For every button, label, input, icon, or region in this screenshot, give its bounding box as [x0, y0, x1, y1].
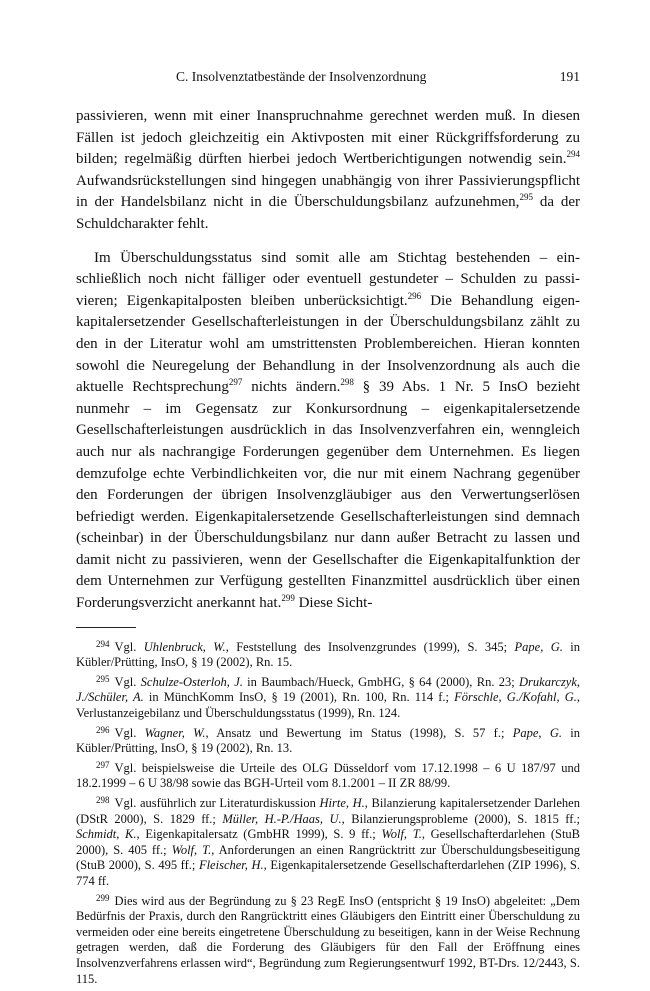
text-run: , Eigenkapitalersetzende Gesellschafterdarlehen (ZIP 1996), S. 774 ff.	[76, 858, 580, 888]
text-run: Vgl. beispielsweise die Urteile des OLG Düsseldorf vom 17.12.1998 – 6 U 187/97 und 18.2.1999 – 6 U 38/98 sowie das BGH-Urteil vom 8.1.2001 – II ZR 88/99.	[76, 760, 580, 791]
text-run: , Eigenkapitalersatz (GmbHR 1999), S. 9 ff.;	[136, 827, 382, 842]
footnote-ref: 295	[519, 192, 533, 203]
footnote-ref: 296	[407, 290, 422, 301]
footnote-number: 299	[96, 892, 110, 903]
text-run: Vgl.	[114, 674, 141, 689]
text-run: , Ansatz und Bewertung im Status (1998), S. 57 f.;	[205, 725, 513, 740]
author-name: Wagner, W.	[144, 725, 206, 740]
text-run: , Feststellung des Insolvenzgrundes (1999), S. 345;	[225, 639, 515, 654]
author-name: Pape, G.	[512, 725, 562, 740]
text-run: Aufwandsrückstellungen sind hingegen unabhängig von ihrer Passivierungspflicht in der Handelsbilanz nicht in die Überschuldungsbilanz aufzunehmen,	[76, 172, 580, 211]
footnote-number: 295	[96, 673, 110, 684]
text-run: , Bilanzierung kapitalersetzender Darlehen (DStR 2000), S. 1829 ff.;	[76, 796, 580, 826]
footnote	[76, 894, 580, 988]
footnote	[76, 796, 580, 890]
author-name: Förschle, G./Kofahl, G.	[454, 690, 577, 705]
footnote-ref: 299	[281, 593, 295, 604]
book-page	[76, 68, 580, 991]
author-name: Hirte, H.	[319, 796, 365, 810]
footnote	[76, 640, 580, 671]
footnote-number: 294	[96, 638, 110, 649]
footnote-number: 296	[96, 724, 110, 735]
author-name: Schmidt, K.	[76, 827, 137, 842]
author-name: Schulze-Osterloh, J.	[140, 674, 243, 689]
author-name: Müller, H.-P./Haas, U.	[222, 811, 342, 826]
footnote-number: 297	[96, 759, 110, 770]
text-run: in Kübler/Prütting, InsO, § 19 (2002), Rn. 13.	[76, 725, 581, 756]
text-run: , Verlustanzeigebilanz und Überschuldungsstatus (1999), Rn. 124.	[76, 690, 580, 721]
author-name: Drukarczyk, J./Schüler, A.	[76, 674, 580, 705]
chapter-title: C. Insolvenztatbestände der Insolvenzordnung	[176, 69, 427, 84]
footnotes	[76, 640, 580, 987]
body-text	[76, 106, 580, 615]
text-run: in MünchKomm InsO, § 19 (2001), Rn. 100, Rn. 114 f.;	[143, 690, 455, 705]
footnote	[76, 726, 580, 757]
text-run: passivieren, wenn mit einer Inanspruchnahme gerechnet werden muß. In diesen Fällen ist jedoch gleichzeitig ein Aktivposten mit einer Rückgriffsforderung zu bilden; regelmäßig dürften hierbei jedoch Wertberichtigungen notwendig sein.	[76, 108, 580, 168]
paragraph	[76, 248, 580, 615]
text-run: nichts ändern.	[242, 379, 341, 396]
author-name: Pape, G.	[514, 639, 563, 654]
paragraph	[76, 106, 580, 236]
running-header	[76, 68, 580, 86]
footnote	[76, 675, 580, 722]
text-run: Im Überschuldungsstatus sind somit alle am Stichtag bestehenden – einschließlich noch nicht fälliger oder eventuell gestundeter – Schulden zu passivieren; Eigenkapitalposten bleiben unberücksichtigt.	[76, 249, 580, 309]
text-run: in Baumbach/Hueck, GmbHG, § 64 (2000), Rn. 23;	[242, 674, 520, 689]
text-run: § 39 Abs. 1 Nr. 5 InsO bezieht nunmehr – im Gegensatz zur Konkursordnung – eigenkapitalersetzende Gesellschafterleistungen ausdrücklich in das Insolvenzverfahren ein, wenngleich auch nur als nachrangige Forderungen gegenüber dem Unternehmen. Es liegen demzufolge echte Verbindlichkeiten vor, die nur mit einem Nachrang gegenüber den Forderungen der übrigen Insolvenzgläubiger aus den Verwertungserlösen befriedigt werden. Eigenkapitalersetzende Gesellschafterleistungen sind demnach (scheinbar) in der Überschuldungsbilanz nur dann außer Betracht zu lassen und damit nicht zu passivieren, wenn der Gesellschafter die Eigenkapitalfunktion der dem Unternehmen zur Verfügung gestellten Finanzmittel ausdrücklich über einen Forderungsverzicht anerkannt hat.	[76, 379, 580, 612]
author-name: Wolf, T.	[171, 842, 212, 857]
footnote-ref: 298	[340, 377, 354, 388]
page-number: 191	[559, 69, 580, 84]
text-run: , Anforderungen an einen Rangrücktritt zur Überschuldungsbeseitigung (StuB 2000), S. 495 ff.;	[76, 842, 580, 873]
footnote	[76, 761, 580, 792]
text-run: Die Behandlung eigenkapitalersetzender Gesellschafterleistungen in der Überschuldungsbilanz zählt zu den in der Literatur wohl am umstrittensten Problembereichen. Hieran konnten sowohl die Neuregelung der Behandlung in der Insolvenzordnung als auch die aktuelle Rechtsprechung	[76, 292, 580, 396]
text-run: Diese Sicht-	[294, 595, 373, 612]
text-run: , Gesellschafterdarlehen (StuB 2000), S. 405 ff.;	[76, 827, 581, 857]
text-run: da der Schuldcharakter fehlt.	[76, 194, 581, 232]
footnote-separator	[76, 627, 136, 628]
footnote-number: 298	[96, 795, 110, 805]
footnote-ref: 297	[228, 377, 243, 388]
footnote-ref: 294	[566, 149, 580, 160]
author-name: Uhlenbruck, W.	[143, 639, 226, 654]
text-run: Vgl.	[114, 639, 144, 654]
text-run: Vgl. ausführlich zur Literaturdiskussion	[114, 796, 320, 810]
text-run: , Bilanzierungsprobleme (2000), S. 1815 ff.;	[341, 811, 580, 826]
author-name: Fleischer, H.	[198, 858, 264, 873]
text-run: Dies wird aus der Begründung zu § 23 RegE InsO (entspricht § 19 InsO) abgeleitet: „Dem Bedürfnis der Praxis, durch den Rangrücktritt eines Gläubigers den Eintritt einer Überschuldung zu vermeiden oder eine bereits eingetretene Überschuldung zu beseitigen, kann in der Weise Rechnung getragen werden, daß die Forderung des Gläubigers für den Fall der Eröffnung eines Insolvenzverfahrens erlassen wird“, Begründung zum Regierungsentwurf 1992, BT-Drs. 12/2443, S. 115.	[76, 893, 580, 986]
text-run: in Kübler/Prütting, InsO, § 19 (2002), Rn. 15.	[76, 639, 580, 670]
author-name: Wolf, T.	[381, 827, 422, 842]
text-run: Vgl.	[114, 725, 145, 740]
